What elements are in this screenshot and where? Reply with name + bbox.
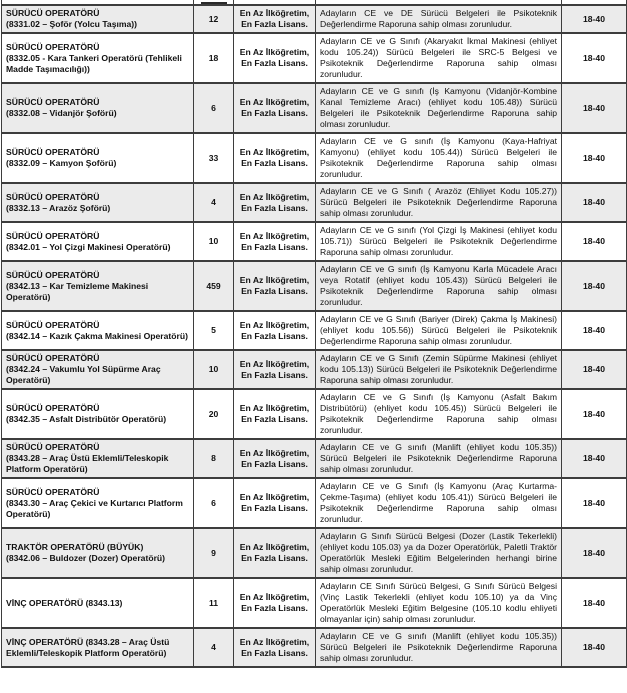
requirements-cell: Adayların CE ve G sınıfı (Yol Çizgi İş Makinesi (ehliyet kodu 105.71)) Sürücü Belgeleri ile Psikoteknik Değerlendirme Raporuna sahip olması zorunludur. [316, 222, 562, 261]
age-range-cell: 18-40 [562, 311, 627, 350]
table-row [2, 133, 627, 183]
job-code: (8332.09 – Kamyon Şoförü) [6, 158, 117, 168]
quota-cell: 9 [194, 528, 234, 578]
education-cell: En Az İlköğretim, En Fazla Lisans. [234, 311, 316, 350]
job-title-cell [2, 578, 194, 628]
table-row [2, 389, 627, 439]
job-title-cell [2, 183, 194, 222]
requirements-cell: Adayların CE ve G Sınıfı (Zemin Süpürme Makinesi (ehliyet kodu 105.13)) Sürücü Belgeleri ile Psikoteknik Değerlendirme Raporuna sahip olması zorunludur. [316, 350, 562, 389]
job-title: SÜRÜCÜ OPERATÖRÜ [6, 442, 100, 452]
table-row [2, 5, 627, 33]
table-row [2, 33, 627, 83]
job-code: (8343.30 – Araç Çekici ve Kurtarıcı Platform Operatörü) [6, 497, 183, 519]
table-row [2, 261, 627, 311]
education-cell: En Az İlköğretim, En Fazla Lisans. [234, 183, 316, 222]
requirements-cell: Adayların CE ve G sınıfı (Manlift (ehliyet kodu 105.35)) Sürücü Belgeleri ile Psikoteknik Değerlendirme Raporuna sahip olması zorunludur. [316, 439, 562, 478]
job-code: (8342.01 – Yol Çizgi Makinesi Operatörü) [6, 241, 171, 252]
education-cell: En Az İlköğretim, En Fazla Lisans. [234, 261, 316, 311]
quota-cell: 33 [194, 133, 234, 183]
education-cell: En Az İlköğretim, En Fazla Lisans. [234, 389, 316, 439]
age-range-cell: 18-40 [562, 83, 627, 133]
requirements-cell: Adayların CE ve DE Sürücü Belgeleri ile Psikoteknik Değerlendirme Raporuna sahip olması zorunludur. [316, 5, 562, 33]
job-title-cell [2, 83, 194, 133]
job-code: (8332.08 – Vidanjör Şoförü) [6, 108, 117, 118]
job-title: SÜRÜCÜ OPERATÖRÜ [6, 230, 100, 241]
job-code: (8342.24 – Vakumlu Yol Süpürme Araç Operatörü) [6, 364, 161, 385]
job-title: VİNÇ OPERATÖRÜ (8343.13) [6, 597, 123, 608]
requirements-cell: Adayların CE ve G Sınıfı ( Arazöz (Ehliyet Kodu 105.27)) Sürücü Belgeleri ile Psikoteknik Değerlendirme Raporuna sahip olması zorunludur. [316, 183, 562, 222]
job-code: (8342.14 – Kazık Çakma Makinesi Operatörü) [6, 330, 188, 341]
requirements-table-body [2, 0, 627, 667]
quota-cell: 11 [194, 578, 234, 628]
table-row [2, 83, 627, 133]
requirements-cell: Adayların CE ve G Sınıfı (Bariyer (Direk) Çakma İş Makinesi) (ehliyet kodu 105.56)) Sürücü Belgeleri ile Psikoteknik Değerlendirme Raporuna sahip olması zorunludur. [316, 311, 562, 350]
quota-cell: 4 [194, 183, 234, 222]
age-range-cell: 18-40 [562, 261, 627, 311]
requirements-cell: Adayların CE ve G Sınıfı (Akaryakıt İkmal Makinesi (ehliyet kodu 105.24)) Sürücü Belgeleri ile SRC-5 Belgesi ve Psikoteknik Değerlendirme Raporuna sahip olması zorunludur. [316, 33, 562, 83]
job-title: SÜRÜCÜ OPERATÖRÜ [6, 191, 100, 202]
job-title-cell [2, 133, 194, 183]
requirements-cell: Adayların CE ve G sınıfı (İş Kamyonu Karla Mücadele Aracı veya Rotatif (ehliyet kodu 105.43)) Sürücü Belgeleri ile Psikoteknik Değerlendirme Raporuna sahip olması zorunludur. [316, 261, 562, 311]
job-title-cell [2, 5, 194, 33]
quota-cell: 459 [194, 261, 234, 311]
job-code: (8342.06 – Buldozer (Dozer) Operatörü) [6, 553, 166, 563]
job-code: (8342.35 – Asfalt Distribütör Operatörü) [6, 414, 167, 424]
table-row [2, 528, 627, 578]
age-range-cell: 18-40 [562, 133, 627, 183]
job-code: (8343.28 – Araç Üstü Eklemli/Teleskopik Platform Operatörü) [6, 453, 169, 474]
quota-cell: 20 [194, 389, 234, 439]
table-row [2, 578, 627, 628]
job-title: TRAKTÖR OPERATÖRÜ (BÜYÜK) [6, 542, 144, 552]
age-range-cell: 18-40 [562, 5, 627, 33]
job-title: SÜRÜCÜ OPERATÖRÜ [6, 486, 100, 497]
requirements-cell: Adayların CE Sınıfı Sürücü Belgesi, G Sınıfı Sürücü Belgesi (Vinç Lastik Tekerlekli (ehliyet kodu 105.10) ya da Vinç Operatörlük Mesleki Eğitim Belgesine (105.10 kodlu ehliyeti olmayanlar için) sahip olması zorunludur. [316, 578, 562, 628]
job-title: SÜRÜCÜ OPERATÖRÜ [6, 403, 100, 413]
education-cell: En Az İlköğretim, En Fazla Lisans. [234, 5, 316, 33]
job-title-cell [2, 222, 194, 261]
quota-cell: 10 [194, 222, 234, 261]
job-code: (8332.05 - Kara Tankeri Operatörü (Tehlikeli Madde Taşımacılığı)) [6, 52, 182, 74]
requirements-cell: Adayların CE ve G sınıfı (Manlift (ehliyet kodu 105.35)) Sürücü Belgeleri ile Psikoteknik Değerlendirme Raporuna sahip olması zorunludur. [316, 628, 562, 667]
clipped-text-fragment [201, 2, 227, 4]
requirements-cell: Adayların CE ve G Sınıfı (İş Kamyonu (Araç Kurtarma-Çekme-Taşıma) (ehliyet kodu 105.41)) Sürücü Belgeleri ile Psikoteknik Değerlendirme Raporuna sahip olması zorunludur. [316, 478, 562, 528]
job-title: SÜRÜCÜ OPERATÖRÜ [6, 8, 100, 18]
requirements-cell: Adayların CE ve G Sınıfı (İş Kamyonu (Asfalt Bakım Distribütörü) (ehliyet kodu 105.45)) Sürücü Belgeleri ile Psikoteknik Değerlendirme Raporuna sahip olması zorunludur. [316, 389, 562, 439]
job-code: (8342.13 – Kar Temizleme Makinesi Operatörü) [6, 280, 149, 302]
job-title: SÜRÜCÜ OPERATÖRÜ [6, 97, 100, 107]
education-cell: En Az İlköğretim, En Fazla Lisans. [234, 478, 316, 528]
quota-cell: 18 [194, 33, 234, 83]
job-title-cell [2, 261, 194, 311]
age-range-cell: 18-40 [562, 578, 627, 628]
table-row [2, 478, 627, 528]
job-title: SÜRÜCÜ OPERATÖRÜ [6, 353, 100, 363]
age-range-cell: 18-40 [562, 389, 627, 439]
job-title-cell [2, 439, 194, 478]
table-row [2, 222, 627, 261]
job-title-cell [2, 33, 194, 83]
quota-cell: 5 [194, 311, 234, 350]
requirements-cell: Adayların G Sınıfı Sürücü Belgesi (Dozer (Lastik Tekerlekli) (ehliyet kodu 105.03) ya da Dozer Operatörlük, Paletli Traktör Operatörlük Mesleki Eğitim Belgelerinden herhangi birine sahip olması zorunludur. [316, 528, 562, 578]
job-title-cell [2, 311, 194, 350]
table-row [2, 628, 627, 667]
education-cell: En Az İlköğretim, En Fazla Lisans. [234, 578, 316, 628]
job-title-cell [2, 478, 194, 528]
job-code: (8331.02 – Şoför (Yolcu Taşıma)) [6, 19, 138, 29]
job-title-cell [2, 350, 194, 389]
job-title: VİNÇ OPERATÖRÜ (8343.28 – Araç Üstü Eklemli/Teleskopik Platform Operatörü) [6, 636, 170, 658]
age-range-cell: 18-40 [562, 33, 627, 83]
job-title: SÜRÜCÜ OPERATÖRÜ [6, 41, 100, 52]
quota-cell: 10 [194, 350, 234, 389]
education-cell: En Az İlköğretim, En Fazla Lisans. [234, 439, 316, 478]
age-range-cell: 18-40 [562, 183, 627, 222]
job-requirements-table [1, 0, 627, 668]
table-row [2, 183, 627, 222]
job-title-cell [2, 389, 194, 439]
quota-cell: 8 [194, 439, 234, 478]
education-cell: En Az İlköğretim, En Fazla Lisans. [234, 83, 316, 133]
job-code: (8332.13 – Arazöz Şoförü) [6, 202, 111, 213]
education-cell: En Az İlköğretim, En Fazla Lisans. [234, 222, 316, 261]
age-range-cell: 18-40 [562, 628, 627, 667]
quota-cell: 4 [194, 628, 234, 667]
education-cell: En Az İlköğretim, En Fazla Lisans. [234, 528, 316, 578]
age-range-cell: 18-40 [562, 350, 627, 389]
education-cell: En Az İlköğretim, En Fazla Lisans. [234, 628, 316, 667]
requirements-cell: Adayların CE ve G sınıfı (İş Kamyonu (Vidanjör-Kombine Kanal Temizleme Aracı) (ehliyet kodu 105.48)) Sürücü Belgeleri ile Psikoteknik Değerlendirme Raporuna sahip olması zorunludur. [316, 83, 562, 133]
age-range-cell: 18-40 [562, 222, 627, 261]
quota-cell: 6 [194, 478, 234, 528]
requirements-cell: Adayların CE ve G sınıfı (İş Kamyonu (Kaya-Hafriyat Kamyonu) (ehliyet kodu 105.44)) Sürücü Belgeleri ile Psikoteknik Değerlendirme Raporuna sahip olması zorunludur. [316, 133, 562, 183]
job-title: SÜRÜCÜ OPERATÖRÜ [6, 147, 100, 157]
education-cell: En Az İlköğretim, En Fazla Lisans. [234, 33, 316, 83]
job-title: SÜRÜCÜ OPERATÖRÜ [6, 269, 100, 280]
table-row [2, 311, 627, 350]
education-cell: En Az İlköğretim, En Fazla Lisans. [234, 350, 316, 389]
quota-cell: 6 [194, 83, 234, 133]
quota-cell: 12 [194, 5, 234, 33]
job-title-cell [2, 628, 194, 667]
education-cell: En Az İlköğretim, En Fazla Lisans. [234, 133, 316, 183]
table-row [2, 439, 627, 478]
age-range-cell: 18-40 [562, 439, 627, 478]
age-range-cell: 18-40 [562, 528, 627, 578]
table-row [2, 350, 627, 389]
job-title: SÜRÜCÜ OPERATÖRÜ [6, 319, 100, 330]
age-range-cell: 18-40 [562, 478, 627, 528]
job-title-cell [2, 528, 194, 578]
